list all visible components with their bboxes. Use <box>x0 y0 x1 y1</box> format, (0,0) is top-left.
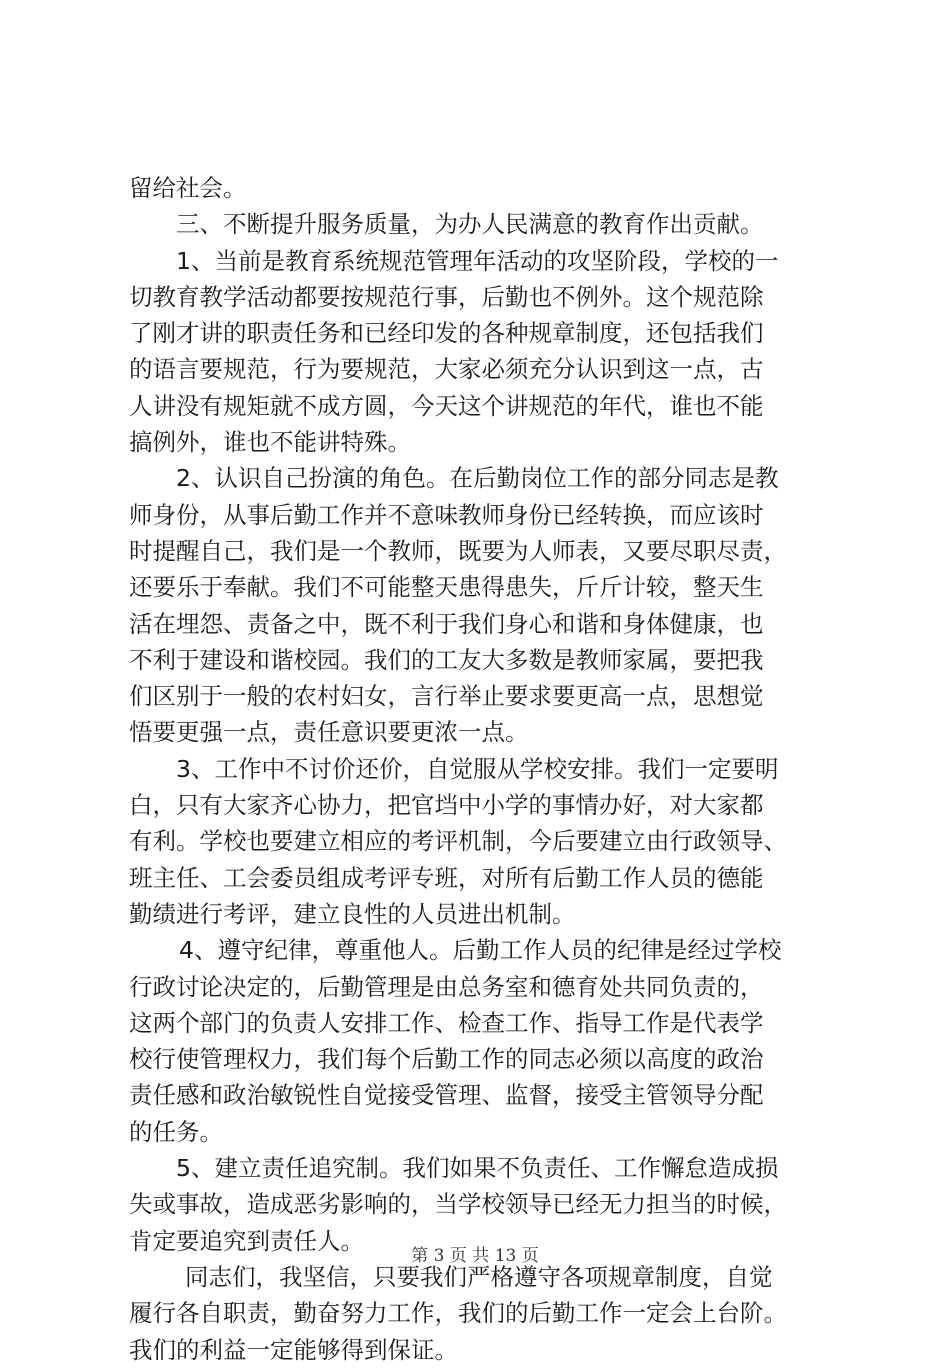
text-line: 的语言要规范，行为要规范，大家必须充分认识到这一点，古 <box>129 355 764 384</box>
text-line: 2、认识自己扮演的角色。在后勤岗位工作的部分同志是教 <box>176 464 779 493</box>
text-line: 搞例外，谁也不能讲特殊。 <box>129 428 411 457</box>
text-line: 责任感和政治敏锐性自觉接受管理、监督，接受主管领导分配 <box>129 1081 764 1110</box>
text-line: 校行使管理权力，我们每个后勤工作的同志必须以高度的政治 <box>129 1045 764 1074</box>
text-line: 勤绩进行考评，建立良性的人员进出机制。 <box>129 899 576 928</box>
text-line: 的任务。 <box>129 1117 223 1146</box>
text-line: 5、建立责任追究制。我们如果不负责任、工作懈怠造成损 <box>176 1154 779 1183</box>
text-line: 了刚才讲的职责任务和已经印发的各种规章制度，还包括我们 <box>129 319 764 348</box>
page-footer: 第 3 页 共 13 页 <box>411 1246 539 1266</box>
text-line: 3、工作中不讨价还价，自觉服从学校安排。我们一定要明 <box>176 754 779 783</box>
text-line: 不利于建设和谐校园。我们的工友大多数是教师家属，要把我 <box>129 645 764 674</box>
text-line: 同志们，我坚信，只要我们严格遵守各项规章制度，自觉 <box>185 1262 773 1291</box>
text-line: 班主任、工会委员组成考评专班，对所有后勤工作人员的德能 <box>129 863 764 892</box>
text-line: 切教育教学活动都要按规范行事，后勤也不例外。这个规范除 <box>129 282 764 311</box>
text-line: 行政讨论决定的，后勤管理是由总务室和德育处共同负责的， <box>129 972 764 1001</box>
text-line: 留给社会。 <box>129 174 247 202</box>
text-line: 失或事故，造成恶劣影响的，当学校领导已经无力担当的时候， <box>129 1190 787 1219</box>
text-line: 这两个部门的负责人安排工作、检查工作、指导工作是代表学 <box>129 1008 764 1037</box>
text-line: 活在埋怨、责备之中，既不利于我们身心和谐和身体健康，也 <box>129 609 764 638</box>
text-line: 时提醒自己，我们是一个教师，既要为人师表，又要尽职尽责， <box>129 536 787 565</box>
text-line: 还要乐于奉献。我们不可能整天患得患失，斤斤计较，整天生 <box>129 573 764 602</box>
text-line: 们区别于一般的农村妇女，言行举止要求要更高一点，思想觉 <box>129 682 764 711</box>
text-line: 三、不断提升服务质量，为办人民满意的教育作出贡献。 <box>176 210 764 239</box>
text-line: 肯定要追究到责任人。 <box>129 1226 364 1255</box>
text-line: 我们的利益一定能够得到保证。 <box>129 1335 458 1364</box>
text-line: 有利。学校也要建立相应的考评机制，今后要建立由行政领导、 <box>129 827 787 856</box>
text-line: 履行各自职责，勤奋努力工作，我们的后勤工作一定会上台阶。 <box>129 1299 787 1328</box>
text-line: 悟要更强一点，责任意识要更浓一点。 <box>129 718 529 747</box>
text-line: 人讲没有规矩就不成方圆，今天这个讲规范的年代，谁也不能 <box>129 391 764 420</box>
text-line: 白，只有大家齐心协力，把官垱中小学的事情办好，对大家都 <box>129 791 764 820</box>
document-body <box>129 170 829 1368</box>
text-line: 1、当前是教育系统规范管理年活动的攻坚阶段，学校的一 <box>176 246 779 275</box>
text-line: 4、遵守纪律，尊重他人。后勤工作人员的纪律是经过学校 <box>179 936 782 965</box>
text-line: 师身份，从事后勤工作并不意味教师身份已经转换，而应该时 <box>129 500 764 529</box>
